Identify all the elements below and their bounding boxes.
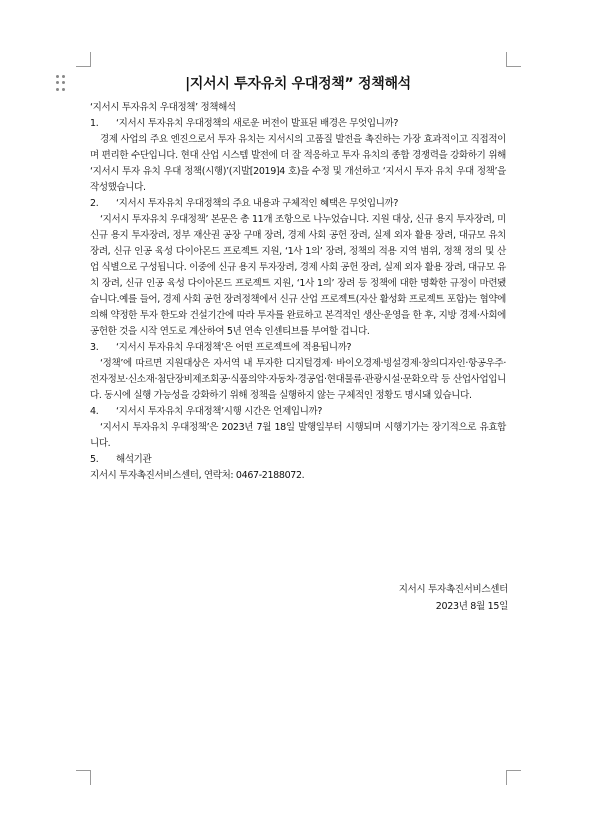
drag-handle-icon[interactable]: [56, 75, 66, 91]
crop-mark-bottom-left: [76, 770, 91, 785]
section-1-number: 1.: [90, 118, 99, 129]
section-3-number: 3.: [90, 342, 99, 353]
section-5-question-text: 해석기관: [116, 454, 152, 465]
section-4-question-text: ‘지서시 투자유치 우대정책’시행 시간은 언제입니까?: [116, 406, 323, 417]
document-page: [90, 72, 506, 484]
section-2-question-text: ‘지서시 투자유치 우대정책의 주요 내용과 구체적인 혜택은 무엇입니까?: [116, 198, 399, 209]
section-2-question: [90, 196, 506, 212]
crop-mark-top-right: [506, 52, 521, 67]
document-body: [90, 100, 506, 484]
intro-line: ‘지서시 투자유치 우대정책’ 정책해석: [90, 102, 236, 113]
section-1-question: [90, 116, 506, 132]
section-5-number: 5.: [90, 454, 99, 465]
section-4-question: [90, 404, 506, 420]
signature-organization: 지서시 투자촉진서비스센터: [398, 584, 508, 595]
crop-mark-bottom-right: [506, 770, 521, 785]
section-5-answer: 지서시 투자촉진서비스센터, 연락처: 0467-2188072.: [90, 470, 305, 481]
section-1-question-text: ‘지서시 투자유치 우대정책의 새로운 버전이 발표된 배경은 무엇입니까?: [116, 118, 399, 129]
signature-date: 2023년 8월 15일: [435, 601, 508, 612]
section-3-answer: ‘정책’에 따르면 지원대상은 자서역 내 투자한 디지털경제· 바이오경제·빙설경제·창의디자인·항공우주·전자정보·신소재·첨단장비제조회공·식품의약·자동차·경공업·현대물류·관광시설·문화오락 등 산업사업입니다. 동시에 실행 가능성을 강화하기 위해 정책을 실행하지 않는 구체적인 정황도 명시돼 있습니다.: [90, 358, 506, 401]
section-2-number: 2.: [90, 198, 99, 209]
section-4-answer: ‘지서시 투자유치 우대정책’은 2023년 7월 18일 발행일부터 시행되며 시행기가는 장기적으로 유효합니다.: [90, 422, 506, 449]
section-2-answer: ‘지서시 투자유치 우대정책’ 본문은 총 11개 조항으로 나누었습니다. 지원 대상, 신규 용지 투자장려, 미 신규 용지 투자장려, 정부 재산권 공장 구매 장려, 경제 사회 공헌 장려, 실제 외자 활용 장려, 대규모 유치 장려, 신규 인공 육성 다이아몬드 프로젝트 지원, ‘1사 1의’ 장려, 정책의 적용 지역 범위, 정책 정의 및 산업 식별으로 구성됩니다. 이중에 신규 용지 투자장려, 경제 사회 공헌 장려, 실제 외자 활용 장려, 대규모 유치 장려, 신규 인공 육성 다이아몬드 프로젝트 지원, ‘1사 1의’ 장려 등 정책에 대한 명확한 규정이 마련됐습니다.예를 들어, 경제 사회 공헌 장려정책에서 신규 산업 프로젝트(자산 활성화 프로젝트 포함)는 협약에 의해 약정한 투자 한도와 건설기간에 따라 투자를 완료하고 본격적인 생산·운영을 한 후, 지방 경제·사회에 공헌한 것을 시작 연도로 계산하여 5년 연속 인센티브를 부여할 겁니다.: [90, 214, 506, 337]
section-3-question-text: ‘지서시 투자유치 우대정책’은 어떤 프로젝트에 적용됩니까?: [116, 342, 352, 353]
document-title: |지서시 투자유치 우대정책” 정책해석: [185, 76, 411, 92]
section-4-number: 4.: [90, 406, 99, 417]
section-1-answer: 경제 사업의 주요 엔진으로서 투자 유치는 지서시의 고품질 발전을 촉진하는 가장 효과적이고 직접적이며 편리한 수단입니다. 현대 산업 시스템 발전에 더 잘 적응하고 투자 유치의 종합 경쟁력을 강화하기 위해 ‘지서시 투자 유치 우대 정책(시행)’(지발[2019]4 호)을 수정 및 개선하고 ‘지서시 투자 유치 우대 정책’을 작성했습니다.: [90, 134, 506, 193]
section-5-question: [90, 452, 506, 468]
crop-mark-top-left: [76, 52, 91, 67]
section-3-question: [90, 340, 506, 356]
